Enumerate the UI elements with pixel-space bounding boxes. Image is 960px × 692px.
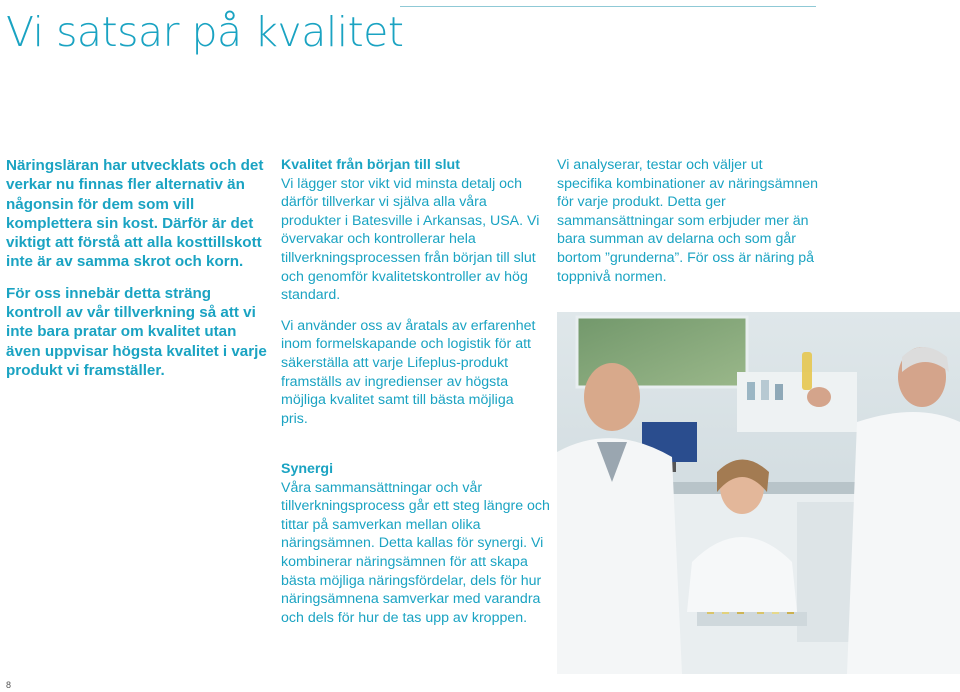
synergy-section	[281, 460, 551, 627]
page-title: Vi satsar på kvalitet	[6, 8, 404, 56]
quality-column	[281, 156, 543, 428]
analysis-column	[557, 156, 819, 286]
synergy-heading: Synergi	[281, 461, 334, 477]
quality-paragraph-2: Vi använder oss av åratals av erfarenhet inom formelskapande och logistik för att säkerställa att varje Lifeplus-produkt framställs av ingredienser av högsta möjliga kvalitet samt till bästa möjliga pris.	[281, 317, 536, 427]
quality-text-1: Vi lägger stor vikt vid minsta detalj och därför tillverkar vi själva alla våra produkter i Batesville i Arkansas, USA. Vi övervakar och kontrollerar hela tillverkningsprocessen från början till slut och genomför kvalitetskontroller av hög standard.	[281, 175, 540, 304]
laboratory-photo	[557, 312, 960, 674]
quality-paragraph-1	[281, 156, 543, 305]
synergy-paragraph	[281, 460, 551, 627]
top-rule	[400, 6, 816, 7]
intro-column	[6, 156, 268, 380]
intro-paragraph-1: Näringsläran har utvecklats och det verkar nu finnas fler alternativ än någonsin för dem som vill komplettera sin kost. Därför är det viktigt att förstå att alla kosttillskott inte är av samma skrot och korn.	[6, 157, 264, 271]
analysis-paragraph: Vi analyserar, testar och väljer ut specifika kombinationer av näringsämnen för varje produkt. Detta ger sammansättningar som erbjuder mer än bara summan av delarna och som går bortom ”grunderna”. För oss är näring på toppnivå normen.	[557, 157, 819, 285]
page-number: 8	[6, 680, 12, 690]
synergy-text: Våra sammansättningar och vår tillverkningsprocess går ett steg längre och tittar på samverkan mellan olika näringsämnen. Detta kallas för synergi. Vi kombinerar näringsämnen för att skapa bästa möjliga näringsfördelar, dels för hur näringsämnena samverkar med varandra och dels för hur de tas upp av kroppen.	[281, 479, 550, 626]
intro-paragraph-2: För oss innebär detta sträng kontroll av vår tillverkning så att vi inte bara pratar om kvalitet utan även uppvisar högsta kvalitet i varje produkt vi framställer.	[6, 284, 267, 379]
lab-scene-illustration	[557, 312, 960, 674]
quality-heading: Kvalitet från början till slut	[281, 157, 460, 173]
